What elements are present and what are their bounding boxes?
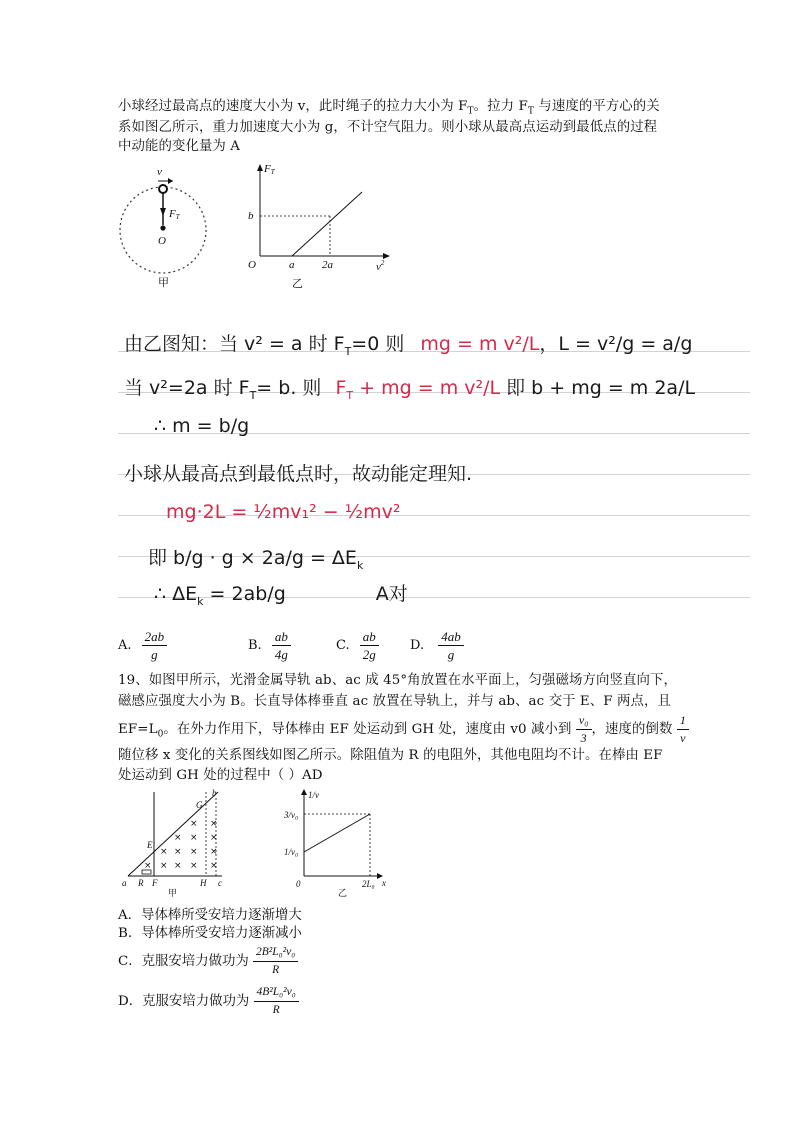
option-c[interactable]: C. $\frac{ab}{2g}$ bbox=[336, 628, 379, 663]
q18-line-1: 小球经过最高点的速度大小为 v，此时绳子的拉力大小为 $F_T$。拉力 $F_T$ 与速度的平方心的关 bbox=[118, 99, 660, 117]
tick-3v0: 3/v₀ bbox=[284, 810, 299, 820]
note-line-3: ∴ m = b/g bbox=[154, 415, 250, 437]
origin-o: O bbox=[248, 259, 256, 271]
tick-2a: 2a bbox=[322, 259, 333, 271]
q18-line-2: 系如图乙所示，重力加速度大小为 g，不计空气阻力。则小球从最高点运动到最低点的过程 bbox=[118, 120, 658, 135]
velocity-arrowhead-icon bbox=[168, 178, 173, 184]
field-cross: × bbox=[144, 861, 152, 871]
caption-jia: 甲 bbox=[158, 276, 169, 289]
label-h: H bbox=[200, 878, 207, 888]
field-cross: × bbox=[190, 847, 198, 857]
label-e: E bbox=[147, 840, 153, 850]
center-point bbox=[160, 225, 165, 230]
note-line-5: mg·2L = ½mv₁² − ½mv² bbox=[166, 501, 401, 523]
q19-answer-a[interactable]: A．导体棒所受安培力逐渐增大 bbox=[118, 908, 302, 923]
field-cross: × bbox=[210, 847, 218, 857]
y-axis-arrow-icon-19 bbox=[301, 789, 307, 795]
note-line-4: 小球从最高点到最低点时，故动能定理知. bbox=[124, 463, 473, 485]
option-a[interactable]: A. $\frac{2ab}{g}$ bbox=[118, 628, 167, 663]
q18-figure-jia bbox=[118, 160, 218, 295]
tick-b: b bbox=[248, 210, 254, 222]
x-label-19: x bbox=[382, 878, 386, 888]
ball bbox=[159, 185, 167, 193]
q18-figure-yi bbox=[240, 158, 400, 293]
option-b[interactable]: B. $\frac{ab}{4g}$ bbox=[248, 628, 291, 663]
label-c: c bbox=[218, 878, 222, 888]
tick-2l0: 2L₀ bbox=[362, 879, 375, 889]
y-label: FT bbox=[264, 163, 275, 176]
origin-19: 0 bbox=[296, 879, 301, 889]
q19-line-3: $EF=L_0$。在外力作用下，导体棒由 EF 处运动到 GH 处，速度由 v0 减小到 $\frac{\text{v₀}}{3}$ ，速度的倒数 $\frac{1}{v}$ bbox=[118, 712, 689, 750]
q19-line-2: 磁感应强度大小为 B。长直导体棒垂直 ac 放置在导轨上，并与 ab、ac 交于 E、F 两点，且 bbox=[118, 694, 672, 709]
label-r: R bbox=[138, 878, 144, 888]
label-f: F bbox=[152, 878, 158, 888]
tick-a: a bbox=[289, 259, 295, 271]
note-line-1: 由乙图知：当 v² = a 时 $F_T=0$ 则 mg = m v²/L，L = v²/g = a/g bbox=[124, 333, 693, 358]
q19-answer-d[interactable]: D．克服安培力做功为 $\frac{\text{4B²L₀²v₀}}{R}$ bbox=[118, 984, 299, 1019]
q19-answer-b[interactable]: B．导体棒所受安培力逐渐减小 bbox=[118, 926, 302, 941]
note-line-2: 当 v²=2a 时 $F_T= b$. 则 $F_T$ + mg = m v²/L 即 b + mg = m 2a/L bbox=[124, 377, 696, 402]
option-d[interactable]: D. $\frac{4ab}{g}$ bbox=[410, 628, 464, 663]
field-cross: × bbox=[174, 833, 182, 843]
q19-line-5: 处运动到 GH 处的过程中（ ）AD bbox=[118, 768, 323, 783]
field-cross: × bbox=[174, 861, 182, 871]
field-cross: × bbox=[174, 847, 182, 857]
caption-yi: 乙 bbox=[292, 277, 303, 290]
label-b: b bbox=[212, 788, 217, 798]
field-cross: × bbox=[190, 833, 198, 843]
handwritten-solution bbox=[118, 311, 750, 610]
label-v: v bbox=[157, 166, 162, 178]
field-cross: × bbox=[160, 861, 168, 871]
tension-arrowhead-icon bbox=[160, 208, 166, 216]
q19-answer-c[interactable]: C．克服安培力做功为 $\frac{\text{2B²L₀²v₀}}{R}$ bbox=[118, 944, 298, 979]
caption-jia-19: 甲 bbox=[168, 889, 178, 898]
q19-line-4: 随位移 x 变化的关系图线如图乙所示。除阻值为 R 的电阻外，其他电阻均不计。在棒由 EF bbox=[118, 748, 663, 763]
graph-line bbox=[292, 192, 362, 256]
label-a: a bbox=[122, 878, 127, 888]
note-line-7: ∴ $\Delta E_k = 2ab/g$ A对 bbox=[154, 583, 408, 608]
label-g: G bbox=[196, 800, 203, 810]
note-line-6: 即 $b/g \cdot g \times 2a/g = \Delta E_k$ bbox=[148, 547, 364, 572]
field-cross: × bbox=[210, 861, 218, 871]
caption-yi-19: 乙 bbox=[338, 889, 348, 898]
field-cross: × bbox=[210, 819, 218, 829]
tick-1v0: 1/v₀ bbox=[284, 847, 299, 857]
q19-line-1: 19、如图甲所示，光滑金属导轨 ab、ac 成 45°角放置在水平面上，匀强磁场方向竖直向下， bbox=[118, 673, 677, 688]
x-label: $v^2$ bbox=[376, 259, 385, 273]
q18-line-3: 中动能的变化量为 A bbox=[118, 139, 241, 154]
q19-figure-yi bbox=[280, 786, 390, 898]
label-ft: FT bbox=[169, 208, 180, 221]
field-cross: × bbox=[190, 861, 198, 871]
field-cross: × bbox=[210, 833, 218, 843]
y-axis-arrow-icon bbox=[257, 164, 263, 171]
field-cross: × bbox=[160, 847, 168, 857]
field-cross: × bbox=[190, 819, 198, 829]
label-o: O bbox=[158, 235, 166, 247]
graph-line-19 bbox=[304, 814, 370, 852]
q19-figure-jia bbox=[118, 788, 228, 898]
rail-ab bbox=[128, 792, 218, 876]
y-label-19: 1/v bbox=[308, 790, 319, 800]
